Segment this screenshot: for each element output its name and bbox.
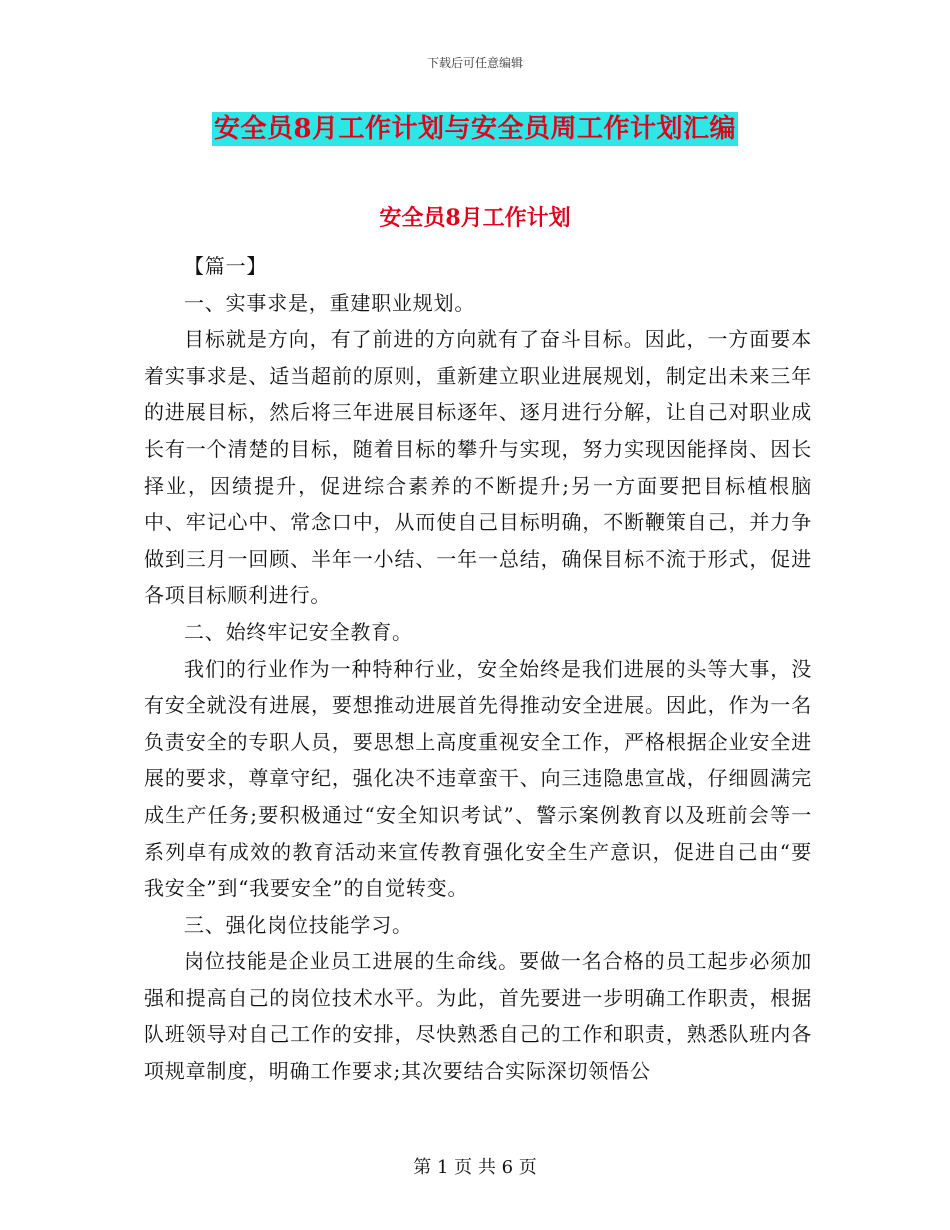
main-title-container — [0, 112, 950, 146]
page-number-footer: 第 1 页 共 6 页 — [413, 1157, 537, 1178]
heading-3: 三、强化岗位技能学习。 — [184, 912, 413, 937]
paragraph-2: 我们的行业作为一种特种行业，安全始终是我们进展的头等大事，没有安全就没有进展，要想推动进展首先得推动安全进展。因此，作为一名负责安全的专职人员，要思想上高度重视安全工作，严格根据企业安全进展的要求，尊章守纪，强化决不违章蛮干、向三违隐患宣战，仔细圆满完成生产任务;要积极通过“安全知识考试”、警示案例教育以及班前会等一系列卓有成效的教育活动来宣传教育强化安全生产意识，促进自己由“要我安全”到“我要安全”的自觉转变。 — [144, 656, 812, 901]
main-title: 安全员8月工作计划与安全员周工作计划汇编 — [213, 114, 737, 144]
heading-2: 二、始终牢记安全教育。 — [184, 619, 413, 644]
paragraph-1: 目标就是方向，有了前进的方向就有了奋斗目标。因此，一方面要本着实事求是、适当超前的原则，重新建立职业进展规划，制定出未来三年的进展目标，然后将三年进展目标逐年、逐月进行分解，让自己对职业成长有一个清楚的目标，随着目标的攀升与实现，努力实现因能择岗、因长择业，因绩提升，促进综合素养的不断提升;另一方面要把目标植根脑中、牢记心中、常念口中，从而使自己目标明确，不断鞭策自己，并力争做到三月一回顾、半年一小结、一年一总结，确保目标不流于形式，促进各项目标顺利进行。 — [144, 327, 812, 608]
section-title: 安全员8月工作计划 — [379, 205, 571, 231]
paragraph-3: 岗位技能是企业员工进展的生命线。要做一名合格的员工起步必须加强和提高自己的岗位技术水平。为此，首先要进一步明确工作职责，根据队班领导对自己工作的安排，尽快熟悉自己的工作和职责，熟悉队班内各项规章制度，明确工作要求;其次要结合实际深切领悟公 — [144, 949, 812, 1084]
section-label: 【篇一】 — [184, 254, 268, 278]
header-note: 下载后可任意编辑 — [426, 56, 523, 70]
heading-1: 一、实事求是，重建职业规划。 — [184, 290, 476, 315]
body-text — [144, 248, 812, 1090]
